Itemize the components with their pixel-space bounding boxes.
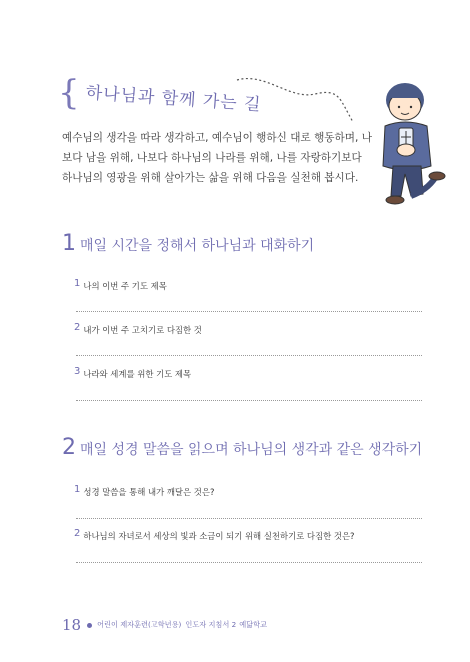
question-text: 성경 말씀을 통해 내가 깨달은 것은? bbox=[83, 487, 215, 497]
section-1-heading bbox=[62, 233, 314, 255]
question-number: 1 bbox=[74, 484, 81, 495]
question-item bbox=[74, 322, 202, 336]
bullet-dot-icon bbox=[87, 623, 92, 628]
answer-line[interactable] bbox=[76, 518, 422, 519]
intro-paragraph: 예수님의 생각을 따라 생각하고, 예수님이 행하신 대로 행동하며, 나보다 남을 위해, 나보다 하나님의 나라를 위해, 나를 자랑하기보다 하나님의 영광을 위해 살아가는 삶을 위해 다음을 실천해 봅시다. bbox=[62, 132, 372, 184]
section-title: 매일 성경 말씀을 읽으며 하나님의 생각과 같은 생각하기 bbox=[80, 442, 423, 458]
section-title: 매일 시간을 정해서 하나님과 대화하기 bbox=[80, 238, 315, 254]
page-title: 하나님과 함께 가는 길 bbox=[85, 83, 263, 116]
curly-brace-icon: { bbox=[58, 73, 80, 113]
question-number: 2 bbox=[74, 322, 81, 333]
school-name: 예닮학교 bbox=[239, 620, 267, 629]
question-text: 나의 이번 주 기도 제목 bbox=[83, 281, 167, 291]
book-title: 어린이 제자훈련(고학년용) bbox=[97, 620, 182, 629]
section-number: 1 bbox=[62, 231, 76, 256]
question-number: 3 bbox=[74, 366, 81, 377]
praying-boy-illustration bbox=[365, 78, 460, 218]
question-item bbox=[74, 366, 191, 380]
question-number: 1 bbox=[74, 278, 81, 289]
answer-line[interactable] bbox=[76, 311, 422, 312]
answer-line[interactable] bbox=[76, 400, 422, 401]
question-text: 나라와 세계를 위한 기도 제목 bbox=[83, 369, 192, 379]
question-text: 하나님의 자녀로서 세상의 빛과 소금이 되기 위해 실천하기로 다짐한 것은? bbox=[83, 531, 355, 541]
page-footer bbox=[62, 616, 267, 634]
section-number: 2 bbox=[62, 435, 76, 460]
guide-label: 인도자 지침서 2 bbox=[185, 620, 237, 629]
question-text: 내가 이번 주 고치기로 다짐한 것 bbox=[83, 325, 202, 335]
question-item bbox=[74, 278, 167, 292]
answer-line[interactable] bbox=[76, 562, 422, 563]
question-item bbox=[74, 484, 214, 498]
decorative-dotted-line bbox=[235, 70, 355, 130]
question-item bbox=[74, 528, 355, 542]
section-2-heading bbox=[62, 437, 422, 459]
answer-line[interactable] bbox=[76, 355, 422, 356]
page-number: 18 bbox=[62, 616, 82, 634]
question-number: 2 bbox=[74, 528, 81, 539]
